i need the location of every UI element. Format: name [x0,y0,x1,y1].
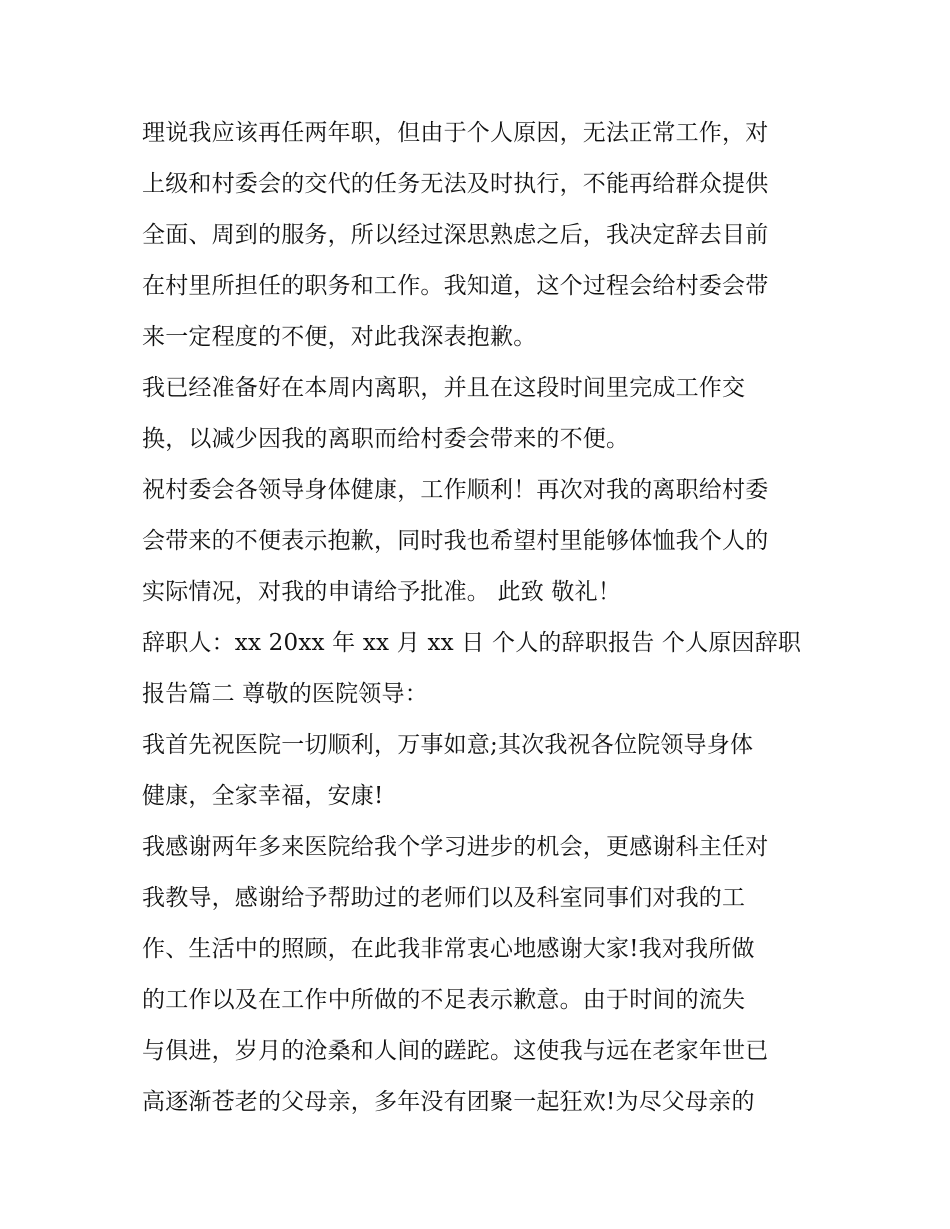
text-line: 会带来的不便表示抱歉，同时我也希望村里能够体恤我个人的 [142,528,769,554]
text-line: 上级和村委会的交代的任务无法及时执行，不能再给群众提供 [142,171,769,197]
text-line: 全面、周到的服务，所以经过深思熟虑之后，我决定辞去目前 [142,222,769,248]
text-line: 祝村委会各领导身体健康，工作顺利！再次对我的离职给村委 [142,477,769,503]
text-line: 与俱进，岁月的沧桑和人间的蹉跎。这使我与远在老家年世已 [142,1038,769,1064]
text-line: 我感谢两年多来医院给我个学习进步的机会，更感谢科主任对 [142,834,769,860]
text-line: 的工作以及在工作中所做的不足表示歉意。由于时间的流失 [142,987,746,1013]
text-line: 换，以减少因我的离职而给村委会带来的不便。 [142,426,630,452]
text-line: 我已经准备好在本周内离职，并且在这段时间里完成工作交 [142,375,746,401]
document-body [142,108,814,1128]
text-line: 报告篇二 尊敬的医院领导： [142,681,428,707]
text-line: 作、生活中的照顾，在此我非常衷心地感谢大家!我对我所做 [142,936,755,962]
text-line: 实际情况，对我的申请给予批准。 此致 敬礼！ [142,579,622,605]
text-line: 来一定程度的不便，对此我深表抱歉。 [142,324,537,350]
text-line: 在村里所担任的职务和工作。我知道，这个过程会给村委会带 [142,273,769,299]
text-line: 我教导，感谢给予帮助过的老师们以及科室同事们对我的工 [142,885,746,911]
text-line: 辞职人：xx 20xx 年 xx 月 xx 日 个人的辞职报告 个人原因辞职 [142,630,802,656]
text-line: 我首先祝医院一切顺利，万事如意;其次我祝各位院领导身体 [142,732,754,758]
text-line: 高逐渐苍老的父母亲，多年没有团聚一起狂欢!为尽父母亲的 [142,1089,755,1115]
text-line: 健康，全家幸福，安康! [142,783,384,809]
text-line: 理说我应该再任两年职，但由于个人原因，无法正常工作，对 [142,120,769,146]
